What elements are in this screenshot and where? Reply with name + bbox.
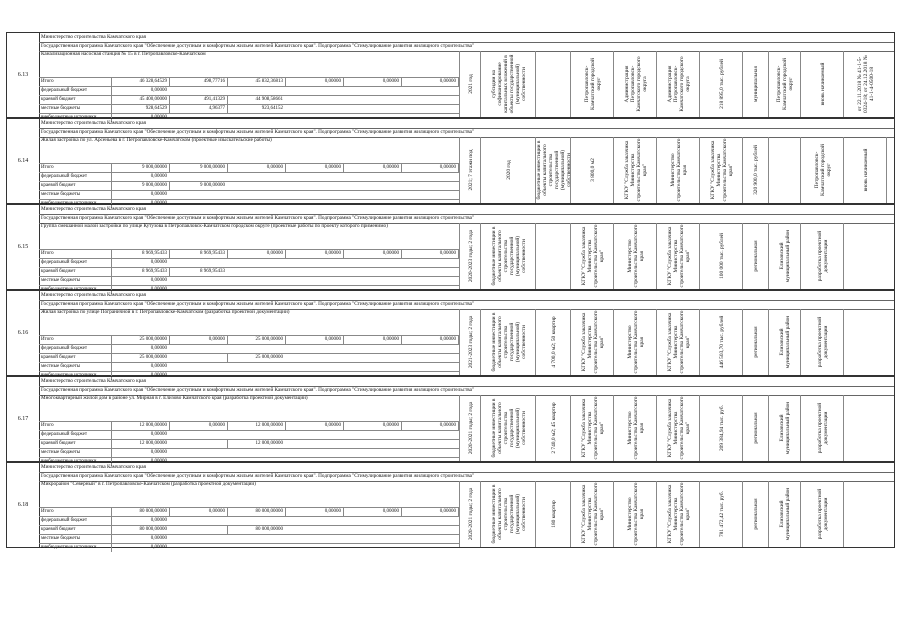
ministry-line: Министерство строительства Камчатского края bbox=[39, 119, 894, 129]
program-line: Государственная программа Камчатского края "Обеспечение доступным и комфортным жильем жителей Камчатского края". Подпрограмма "Стимулирование развития жилищного строительства" bbox=[39, 300, 894, 310]
financing-label: внебюджетные источники bbox=[41, 373, 97, 378]
attribute-cell bbox=[570, 481, 614, 547]
table-row bbox=[6, 462, 895, 548]
financing-value: 0,00000 bbox=[111, 191, 169, 199]
attribute-text: Елизовский муниципальный район bbox=[779, 315, 791, 369]
attribute-cell bbox=[570, 395, 614, 461]
attribute-columns bbox=[459, 309, 894, 375]
attribute-text: 2020-2021 годы; 2 года bbox=[467, 401, 474, 455]
attribute-cell bbox=[480, 223, 536, 289]
attribute-text: 2020-2021 годы; 2 года bbox=[467, 487, 474, 541]
financing-value: 25 000,00000 bbox=[227, 336, 285, 344]
object-name: Жилая застройка по улице Пограничной в г. Петропавловске-Камчатском (разработка проектной документации) bbox=[41, 309, 290, 315]
attribute-cell bbox=[535, 51, 571, 117]
attribute-text: Министерство строительства Камчатского края bbox=[626, 310, 645, 374]
financing-value: 0,00000 bbox=[111, 345, 169, 353]
financing-label: местные бюджеты bbox=[41, 192, 81, 197]
attribute-cell bbox=[656, 223, 700, 289]
attribute-text: разработка проектной документации bbox=[816, 488, 829, 540]
attribute-text: 2 740,0 м2; 45 квартир bbox=[550, 402, 557, 454]
attribute-text: 100 000 тыс. рублей bbox=[718, 233, 725, 279]
attribute-cell bbox=[480, 137, 536, 203]
attribute-text: 3 800,0 м2 bbox=[589, 158, 596, 182]
attribute-columns bbox=[459, 137, 894, 203]
financing-value: 80 000,00000 bbox=[227, 526, 285, 534]
financing-label: внебюджетные источники bbox=[41, 201, 97, 206]
financing-label: Итого bbox=[41, 423, 54, 428]
financing-label: краевой бюджет bbox=[41, 355, 76, 360]
financing-value: 0,00000 bbox=[227, 164, 285, 172]
attribute-cell bbox=[656, 395, 700, 461]
attribute-cell bbox=[742, 223, 769, 289]
attribute-columns bbox=[459, 481, 894, 547]
attribute-columns bbox=[459, 223, 894, 289]
attribute-text: Елизовский муниципальный район bbox=[779, 401, 791, 455]
financing-row bbox=[39, 430, 459, 439]
financing-value: 0,00000 bbox=[401, 508, 459, 516]
attribute-cell bbox=[699, 309, 743, 375]
financing-value: 0,00000 bbox=[401, 336, 459, 344]
financing-row bbox=[39, 543, 459, 552]
financing-value: 25 000,00000 bbox=[111, 336, 169, 344]
financing-label: Итого bbox=[41, 509, 54, 514]
row-number: 6.18 bbox=[7, 463, 40, 547]
financing-row bbox=[39, 353, 459, 362]
financing-value: 8 969,95433 bbox=[111, 250, 169, 258]
financing-block bbox=[39, 507, 459, 552]
financing-value: 0,00000 bbox=[111, 200, 169, 208]
attribute-cell bbox=[742, 395, 769, 461]
attribute-text: муниципальная bbox=[753, 66, 759, 102]
financing-value: 80 000,00000 bbox=[111, 526, 169, 534]
attribute-cell bbox=[800, 137, 844, 203]
attribute-cell bbox=[800, 51, 844, 117]
financing-value: 0,00000 bbox=[285, 336, 343, 344]
financing-value: 45 832,36813 bbox=[227, 78, 285, 86]
financing-label: краевой бюджет bbox=[41, 441, 76, 446]
table-row bbox=[6, 118, 895, 204]
attribute-text: 2021-2023 годы; 2 года bbox=[467, 315, 474, 369]
financing-value: 12 000,00000 bbox=[111, 422, 169, 430]
attribute-cell bbox=[768, 395, 801, 461]
attribute-text: 2020-2023 годы; 2 года bbox=[467, 229, 474, 283]
object-name: Канализационная насосная станция № 15 в г. Петропавловске-Камчатском bbox=[41, 51, 206, 57]
financing-label: местные бюджеты bbox=[41, 450, 81, 455]
attribute-cell bbox=[570, 223, 614, 289]
financing-value: 0,00000 bbox=[111, 259, 169, 267]
attribute-cell bbox=[699, 481, 743, 547]
financing-value: 0,00000 bbox=[169, 336, 227, 344]
attribute-cell bbox=[886, 137, 905, 203]
attribute-cell bbox=[480, 481, 536, 547]
attribute-text: Петропавловск-Камчатский городской округ bbox=[583, 58, 602, 110]
object-name: Многоквартирный жилой дом в районе ул. Мирная в г. Елизово Камчатского края (разработка проектной документации) bbox=[41, 395, 308, 401]
attribute-text: вновь начинаемый bbox=[819, 62, 826, 106]
attribute-cell bbox=[656, 51, 700, 117]
financing-value: 12 000,00000 bbox=[111, 440, 169, 448]
attribute-text: региональная bbox=[753, 326, 759, 358]
attribute-cell bbox=[843, 395, 887, 461]
financing-row bbox=[39, 421, 459, 430]
financing-value: 80 000,00000 bbox=[111, 508, 169, 516]
attribute-cell bbox=[843, 223, 887, 289]
financing-value: 0,00000 bbox=[169, 422, 227, 430]
attribute-cell bbox=[656, 137, 700, 203]
attribute-text: региональная bbox=[753, 412, 759, 444]
ministry-line: Министерство строительства Камчатского края bbox=[39, 205, 894, 215]
attribute-cell bbox=[800, 481, 844, 547]
table-row bbox=[6, 290, 895, 376]
attribute-cell bbox=[613, 395, 657, 461]
attribute-text: Администрация Петропавловск-Камчатского городского округа bbox=[666, 56, 691, 112]
financing-label: краевой бюджет bbox=[41, 527, 76, 532]
financing-value: 0,00000 bbox=[343, 422, 401, 430]
financing-value: 80 000,00000 bbox=[227, 508, 285, 516]
attribute-text: вновь начинаемый bbox=[862, 148, 869, 192]
financing-label: Итого bbox=[41, 251, 54, 256]
attribute-cell bbox=[570, 309, 614, 375]
financing-row bbox=[39, 516, 459, 525]
attribute-text: 2020 год bbox=[505, 160, 512, 180]
attribute-cell bbox=[843, 137, 887, 203]
program-line: Государственная программа Камчатского края "Обеспечение доступным и комфортным жильем жителей Камчатского края". Подпрограмма "Стимулирование развития жилищного строительства" bbox=[39, 214, 894, 224]
financing-value: 0,00000 bbox=[111, 114, 169, 122]
financing-value: 12 000,00000 bbox=[227, 422, 285, 430]
financing-value: 9 000,00000 bbox=[111, 164, 169, 172]
financing-row bbox=[39, 362, 459, 371]
attribute-cell bbox=[699, 137, 743, 203]
attribute-text: КГКУ "Служба заказчика Министерства строительства Камчатского края" bbox=[623, 138, 648, 202]
attribute-cell bbox=[535, 309, 571, 375]
financing-row bbox=[39, 163, 459, 172]
financing-label: внебюджетные источники bbox=[41, 545, 97, 550]
attribute-cell bbox=[656, 481, 700, 547]
financing-block bbox=[39, 249, 459, 294]
financing-row bbox=[39, 172, 459, 181]
attribute-text: разработка проектной документации bbox=[816, 316, 829, 368]
attribute-cell bbox=[742, 137, 769, 203]
row-number: 6.16 bbox=[7, 291, 40, 375]
financing-label: местные бюджеты bbox=[41, 106, 81, 111]
financing-value: 8 969,95433 bbox=[111, 268, 169, 276]
financing-label: местные бюджеты bbox=[41, 278, 81, 283]
attribute-text: 781 472,42 тыс. руб. bbox=[718, 491, 725, 538]
financing-value: 9 000,00000 bbox=[111, 182, 169, 190]
attribute-text: Министерство строительства Камчатского края bbox=[626, 224, 645, 288]
financing-row bbox=[39, 104, 459, 113]
financing-value: 4,96377 bbox=[169, 105, 227, 113]
attribute-text: бюджетные инвестиции в объекты капитального строительства государственной (муниципальной) собственности bbox=[490, 312, 527, 372]
attribute-cell bbox=[843, 481, 887, 547]
attribute-text: бюджетные инвестиции в объекты капитального строительства государственной (муниципальной) собственности bbox=[535, 140, 571, 200]
attribute-cell bbox=[613, 481, 657, 547]
attribute-cell bbox=[613, 223, 657, 289]
attribute-text: Министерство строительства Камчатского края bbox=[626, 396, 645, 460]
attribute-text: КГКУ "Служба заказчика Министерства строительства Камчатского края" bbox=[666, 396, 691, 460]
attribute-text: Петропавловск-Камчатский городской округ bbox=[776, 58, 794, 110]
financing-block bbox=[39, 335, 459, 380]
financing-value: 8 969,95433 bbox=[169, 268, 227, 276]
financing-value: 0,00000 bbox=[111, 517, 169, 525]
financing-value: 0,00000 bbox=[401, 422, 459, 430]
row-number: 6.15 bbox=[7, 205, 40, 289]
financing-row bbox=[39, 181, 459, 190]
attribute-text: региональная bbox=[753, 240, 759, 272]
financing-row bbox=[39, 95, 459, 104]
financing-row bbox=[39, 534, 459, 543]
attribute-text: 320 900,0 тыс. рублей bbox=[753, 145, 759, 195]
attribute-text: бюджетные инвестиции в объекты капитального строительства государственной (муниципальной) собственности bbox=[490, 398, 527, 458]
attribute-columns bbox=[459, 51, 894, 117]
attribute-cell bbox=[699, 223, 743, 289]
financing-row bbox=[39, 439, 459, 448]
financing-value: 0,00000 bbox=[111, 372, 169, 380]
attribute-text: Администрация Петропавловск-Камчатского городского округа bbox=[623, 56, 648, 112]
financing-value: 0,00000 bbox=[343, 508, 401, 516]
financing-value: 0,00000 bbox=[285, 422, 343, 430]
attribute-text: 446 503,70 тыс. рублей bbox=[718, 315, 725, 369]
financing-row bbox=[39, 86, 459, 95]
financing-value: 44 908,58661 bbox=[227, 96, 285, 104]
attribute-cell bbox=[459, 137, 481, 203]
attribute-cell bbox=[480, 395, 536, 461]
financing-label: Итого bbox=[41, 337, 54, 342]
financing-value: 45 400,00000 bbox=[111, 96, 169, 104]
financing-value: 0,00000 bbox=[343, 164, 401, 172]
attribute-cell bbox=[459, 481, 481, 547]
attribute-cell bbox=[742, 309, 769, 375]
financing-block bbox=[39, 163, 459, 208]
attribute-cell bbox=[768, 223, 801, 289]
financing-value: 8 969,95433 bbox=[169, 250, 227, 258]
financing-row bbox=[39, 190, 459, 199]
attribute-text: 4 700,0 м2; 50 квартир bbox=[550, 316, 557, 368]
attribute-cell bbox=[613, 309, 657, 375]
financing-label: внебюджетные источники bbox=[41, 115, 97, 120]
attribute-text: 2021; 7 этажи под bbox=[467, 149, 474, 191]
financing-label: краевой бюджет bbox=[41, 97, 76, 102]
attribute-cell bbox=[459, 223, 481, 289]
financing-label: федеральный бюджет bbox=[41, 346, 88, 351]
attribute-text: 209 384,94 тыс. руб. bbox=[718, 405, 725, 452]
financing-value: 0,00000 bbox=[111, 431, 169, 439]
attribute-text: бюджетные инвестиции в объекты капитального строительства государственной (муниципальной) собственности bbox=[490, 484, 527, 544]
program-line: Государственная программа Камчатского края "Обеспечение доступным и комфортным жильем жителей Камчатского края". Подпрограмма "Стимулирование развития жилищного строительства" bbox=[39, 42, 894, 52]
financing-value: 0,00000 bbox=[401, 250, 459, 258]
attribute-cell bbox=[570, 137, 614, 203]
financing-label: федеральный бюджет bbox=[41, 88, 88, 93]
financing-label: местные бюджеты bbox=[41, 536, 81, 541]
financing-value: 0,00000 bbox=[111, 173, 169, 181]
attribute-text: Елизовский муниципальный район bbox=[779, 229, 791, 283]
financing-row bbox=[39, 267, 459, 276]
financing-value: 0,00000 bbox=[111, 544, 169, 552]
financing-row bbox=[39, 448, 459, 457]
attribute-text: бюджетные инвестиции в объекты капитального строительства государственной (муниципальной) собственности bbox=[490, 226, 527, 286]
attribute-cell bbox=[480, 51, 536, 117]
financing-row bbox=[39, 507, 459, 516]
attribute-text: КГКУ "Служба заказчика Министерства строительства Камчатского края" bbox=[580, 396, 605, 460]
financing-value: 0,00000 bbox=[401, 78, 459, 86]
attribute-text: Министерство строительства Камчатского края bbox=[669, 138, 688, 202]
financing-label: краевой бюджет bbox=[41, 269, 76, 274]
object-name: Группа смешанной малой застройки по улице Кутузова в Петропавловск-Камчатском городском округе (проектные работы по проекту которого применимо) bbox=[41, 223, 388, 229]
attribute-cell bbox=[480, 309, 536, 375]
financing-block bbox=[39, 77, 459, 122]
attribute-cell bbox=[613, 137, 657, 203]
financing-label: федеральный бюджет bbox=[41, 174, 88, 179]
row-number: 6.17 bbox=[7, 377, 40, 461]
financing-value: 0,00000 bbox=[343, 250, 401, 258]
financing-value: 25 000,00000 bbox=[227, 354, 285, 362]
financing-value: 0,00000 bbox=[401, 164, 459, 172]
financing-value: 0,00000 bbox=[111, 286, 169, 294]
financing-value: 498,77716 bbox=[169, 78, 227, 86]
table-row bbox=[6, 32, 895, 118]
attribute-cell bbox=[800, 223, 844, 289]
attribute-cell bbox=[843, 309, 887, 375]
attribute-text: 180 квартир bbox=[550, 500, 557, 528]
attribute-cell bbox=[768, 51, 801, 117]
attribute-cell bbox=[768, 481, 801, 547]
financing-value: 0,00000 bbox=[227, 250, 285, 258]
financing-value: 923,64152 bbox=[227, 105, 285, 113]
financing-value: 0,00000 bbox=[343, 336, 401, 344]
financing-value: 0,00000 bbox=[111, 277, 169, 285]
financing-row bbox=[39, 276, 459, 285]
program-line: Государственная программа Камчатского края "Обеспечение доступным и комфортным жильем жителей Камчатского края". Подпрограмма "Стимулирование развития жилищного строительства" bbox=[39, 386, 894, 396]
financing-value: 0,00000 bbox=[169, 508, 227, 516]
attribute-text: КГКУ "Служба заказчика Министерства строительства Камчатского края" bbox=[666, 224, 691, 288]
attribute-text: 2021 год bbox=[467, 74, 474, 94]
financing-value: 0,00000 bbox=[285, 78, 343, 86]
financing-value: 9 000,00000 bbox=[169, 182, 227, 190]
attribute-text: КГКУ "Служба заказчика Министерства строительства Камчатского края" bbox=[666, 310, 691, 374]
financing-row bbox=[39, 525, 459, 534]
attribute-text: КГКУ "Служба заказчика Министерства строительства Камчатского края" bbox=[580, 224, 605, 288]
program-line: Государственная программа Камчатского края "Обеспечение доступным и комфортным жильем жителей Камчатского края". Подпрограмма "Стимулирование развития жилищного строительства" bbox=[39, 128, 894, 138]
ministry-line: Министерство строительства Камчатского края bbox=[39, 33, 894, 43]
object-name: Жилая застройка по ул. Арсеньева в г. Петропавловске-Камчатском (проектные изыскательские работы) bbox=[41, 137, 272, 143]
attribute-text: КГКУ "Служба заказчика Министерства строительства Камчатского края" bbox=[580, 310, 605, 374]
attribute-cell bbox=[699, 51, 743, 117]
financing-label: Итого bbox=[41, 165, 54, 170]
financing-value: 0,00000 bbox=[111, 458, 169, 466]
financing-row bbox=[39, 77, 459, 86]
table-row bbox=[6, 204, 895, 290]
attribute-cell bbox=[535, 481, 571, 547]
financing-value: 46 328,64529 bbox=[111, 78, 169, 86]
financing-value: 0,00000 bbox=[111, 87, 169, 95]
attribute-cell bbox=[535, 137, 571, 203]
financing-label: местные бюджеты bbox=[41, 364, 81, 369]
attribute-text: КГКУ "Служба заказчика Министерства строительства Камчатского края" bbox=[709, 138, 734, 202]
financing-label: федеральный бюджет bbox=[41, 432, 88, 437]
attribute-cell bbox=[656, 309, 700, 375]
attribute-text: Елизовский муниципальный район bbox=[779, 487, 791, 541]
ministry-line: Министерство строительства Камчатского края bbox=[39, 377, 894, 387]
financing-value: 0,00000 bbox=[285, 250, 343, 258]
attribute-cell bbox=[535, 395, 571, 461]
financing-value: 0,00000 bbox=[111, 363, 169, 371]
financing-value: 491,41329 bbox=[169, 96, 227, 104]
financing-row bbox=[39, 249, 459, 258]
row-number: 6.13 bbox=[7, 33, 40, 117]
attribute-cell bbox=[768, 137, 801, 203]
table-row bbox=[6, 376, 895, 462]
financing-value: 928,64529 bbox=[111, 105, 169, 113]
attribute-cell bbox=[699, 395, 743, 461]
financing-value: 0,00000 bbox=[111, 535, 169, 543]
financing-value: 9 000,00000 bbox=[169, 164, 227, 172]
attribute-text: КГКУ "Служба заказчика Министерства строительства Камчатского края" bbox=[580, 482, 605, 546]
attribute-text: 218 895,0 тыс. рублей bbox=[718, 59, 725, 109]
attribute-cell bbox=[800, 309, 844, 375]
program-line: Государственная программа Камчатского края "Обеспечение доступным и комфортным жильем жителей Камчатского края". Подпрограмма "Стимулирование развития жилищного строительства" bbox=[39, 472, 894, 482]
attribute-cell bbox=[742, 51, 769, 117]
financing-value: 12 000,00000 bbox=[227, 440, 285, 448]
financing-label: внебюджетные источники bbox=[41, 287, 97, 292]
financing-label: федеральный бюджет bbox=[41, 518, 88, 523]
attribute-text: КГКУ "Служба заказчика Министерства строительства Камчатского края" bbox=[666, 482, 691, 546]
financing-value: 0,00000 bbox=[285, 508, 343, 516]
row-number: 6.14 bbox=[7, 119, 40, 203]
attribute-columns bbox=[459, 395, 894, 461]
object-name: Микрорайон "Северный" в г. Петропавловске-Камчатском (разработка проектной документации) bbox=[41, 481, 256, 487]
attribute-text: разработка проектной документации bbox=[816, 402, 829, 454]
financing-value: 0,00000 bbox=[285, 164, 343, 172]
financing-row bbox=[39, 344, 459, 353]
ministry-line: Министерство строительства Камчатского края bbox=[39, 291, 894, 301]
attribute-text: региональная bbox=[753, 498, 759, 530]
attribute-text: от 22.11.2018 № 41-1-5-0324-18; от 24.12.2018 № 41-1-4-0500-18 bbox=[856, 55, 875, 113]
attribute-cell bbox=[459, 395, 481, 461]
attribute-text: разработка проектной документации bbox=[816, 230, 829, 282]
financing-value: 25 000,00000 bbox=[111, 354, 169, 362]
attribute-text: Петропавловск-Камчатский городской округ bbox=[813, 144, 832, 196]
financing-row bbox=[39, 258, 459, 267]
financing-label: внебюджетные источники bbox=[41, 459, 97, 464]
financing-row bbox=[39, 335, 459, 344]
attribute-cell bbox=[459, 51, 481, 117]
attribute-text: субсидии на софинансирование капитальных вложений в объекты государственной (муниципальной) собственности bbox=[490, 54, 527, 114]
attribute-cell bbox=[768, 309, 801, 375]
attribute-cell bbox=[742, 481, 769, 547]
financing-value: 0,00000 bbox=[111, 449, 169, 457]
financing-block bbox=[39, 421, 459, 466]
financing-value: 0,00000 bbox=[343, 78, 401, 86]
attribute-cell bbox=[570, 51, 614, 117]
attribute-cell bbox=[843, 51, 887, 117]
attribute-text: Министерство строительства Камчатского края bbox=[626, 482, 645, 546]
financing-label: Итого bbox=[41, 79, 54, 84]
attribute-cell bbox=[613, 51, 657, 117]
financing-label: федеральный бюджет bbox=[41, 260, 88, 265]
attribute-cell bbox=[459, 309, 481, 375]
financing-label: краевой бюджет bbox=[41, 183, 76, 188]
attribute-cell bbox=[800, 395, 844, 461]
attribute-cell bbox=[535, 223, 571, 289]
ministry-line: Министерство строительства Камчатского края bbox=[39, 463, 894, 473]
